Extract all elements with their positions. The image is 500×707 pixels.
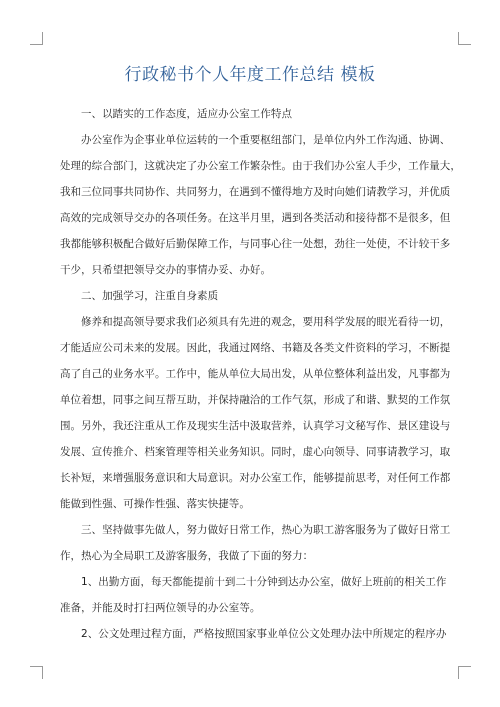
paragraph-line: 围。另外，我还注重从工作及现实生活中汲取营养，认真学习文秘写作、景区建设与: [60, 420, 451, 432]
paragraph-line: 才能适应公司未来的发展。因此，我通过网络、书籍及各类文件资料的学习，不断提: [60, 342, 451, 354]
section-heading-3: 三、坚持做事先做人，努力做好日常工作，热心为职工游客服务为了做好日常工: [81, 524, 451, 536]
crop-mark-top-left: [30, 32, 43, 45]
crop-mark-bottom-right: [458, 666, 471, 679]
paragraph-line: 作，热心为全局职工及游客服务，我做了下面的努力：: [60, 550, 314, 562]
paragraph-line: 能做到性强、可操作性强、落实快捷等。: [60, 498, 250, 510]
paragraph-line: 干少，只希望把领导交办的事情办妥、办好。: [60, 264, 271, 276]
paragraph-line: 处理的综合部门，这就决定了办公室工作繁杂性。由于我们办公室人手少，工作量大，: [60, 160, 461, 172]
crop-mark-top-right: [458, 32, 471, 45]
paragraph-line: 单位着想，同事之间互帮互助，并保持融洽的工作气氛，形成了和谐、默契的工作氛: [60, 394, 451, 406]
paragraph-line: 2、公文处理过程方面，严格按照国家事业单位公文处理办法中所规定的程序办: [81, 628, 447, 640]
section-heading-2: 二、加强学习，注重自身素质: [81, 290, 219, 302]
paragraph-line: 准备，并能及时打扫两位领导的办公室等。: [60, 602, 261, 614]
section-heading-1: 一、以踏实的工作态度，适应办公室工作特点: [81, 108, 292, 120]
paragraph-line: 1、出勤方面，每天都能提前十到二十分钟到达办公室，做好上班前的相关工作: [81, 576, 447, 588]
crop-mark-bottom-left: [30, 666, 43, 679]
paragraph-line: 修养和提高领导要求我们必须具有先进的观念，要用科学发展的眼光看待一切，: [81, 316, 451, 328]
paragraph-line: 我和三位同事共同协作、共同努力，在遇到不懂得地方及时向她们请教学习，并优质: [60, 186, 451, 198]
paragraph-line: 长补短，来增强服务意识和大局意识。对办公室工作，能够提前思考，对任何工作都: [60, 472, 451, 484]
paragraph-line: 高了自己的业务水平。工作中，能从单位大局出发，从单位整体利益出发，凡事都为: [60, 368, 451, 380]
paragraph-line: 我都能够积极配合做好后勤保障工作，与同事心往一处想，劲往一处使，不计较干多: [60, 238, 451, 250]
paragraph-line: 办公室作为企事业单位运转的一个重要枢纽部门，是单位内外工作沟通、协调、: [81, 134, 451, 146]
paragraph-line: 高效的完成领导交办的各项任务。在这半月里，遇到各类活动和接待都不是很多，但: [60, 212, 451, 224]
document-title: 行政秘书个人年度工作总结 模板: [124, 65, 376, 85]
paragraph-line: 发展、宣传推介、档案管理等相关业务知识。同时，虚心向领导、同事请教学习，取: [60, 446, 451, 458]
